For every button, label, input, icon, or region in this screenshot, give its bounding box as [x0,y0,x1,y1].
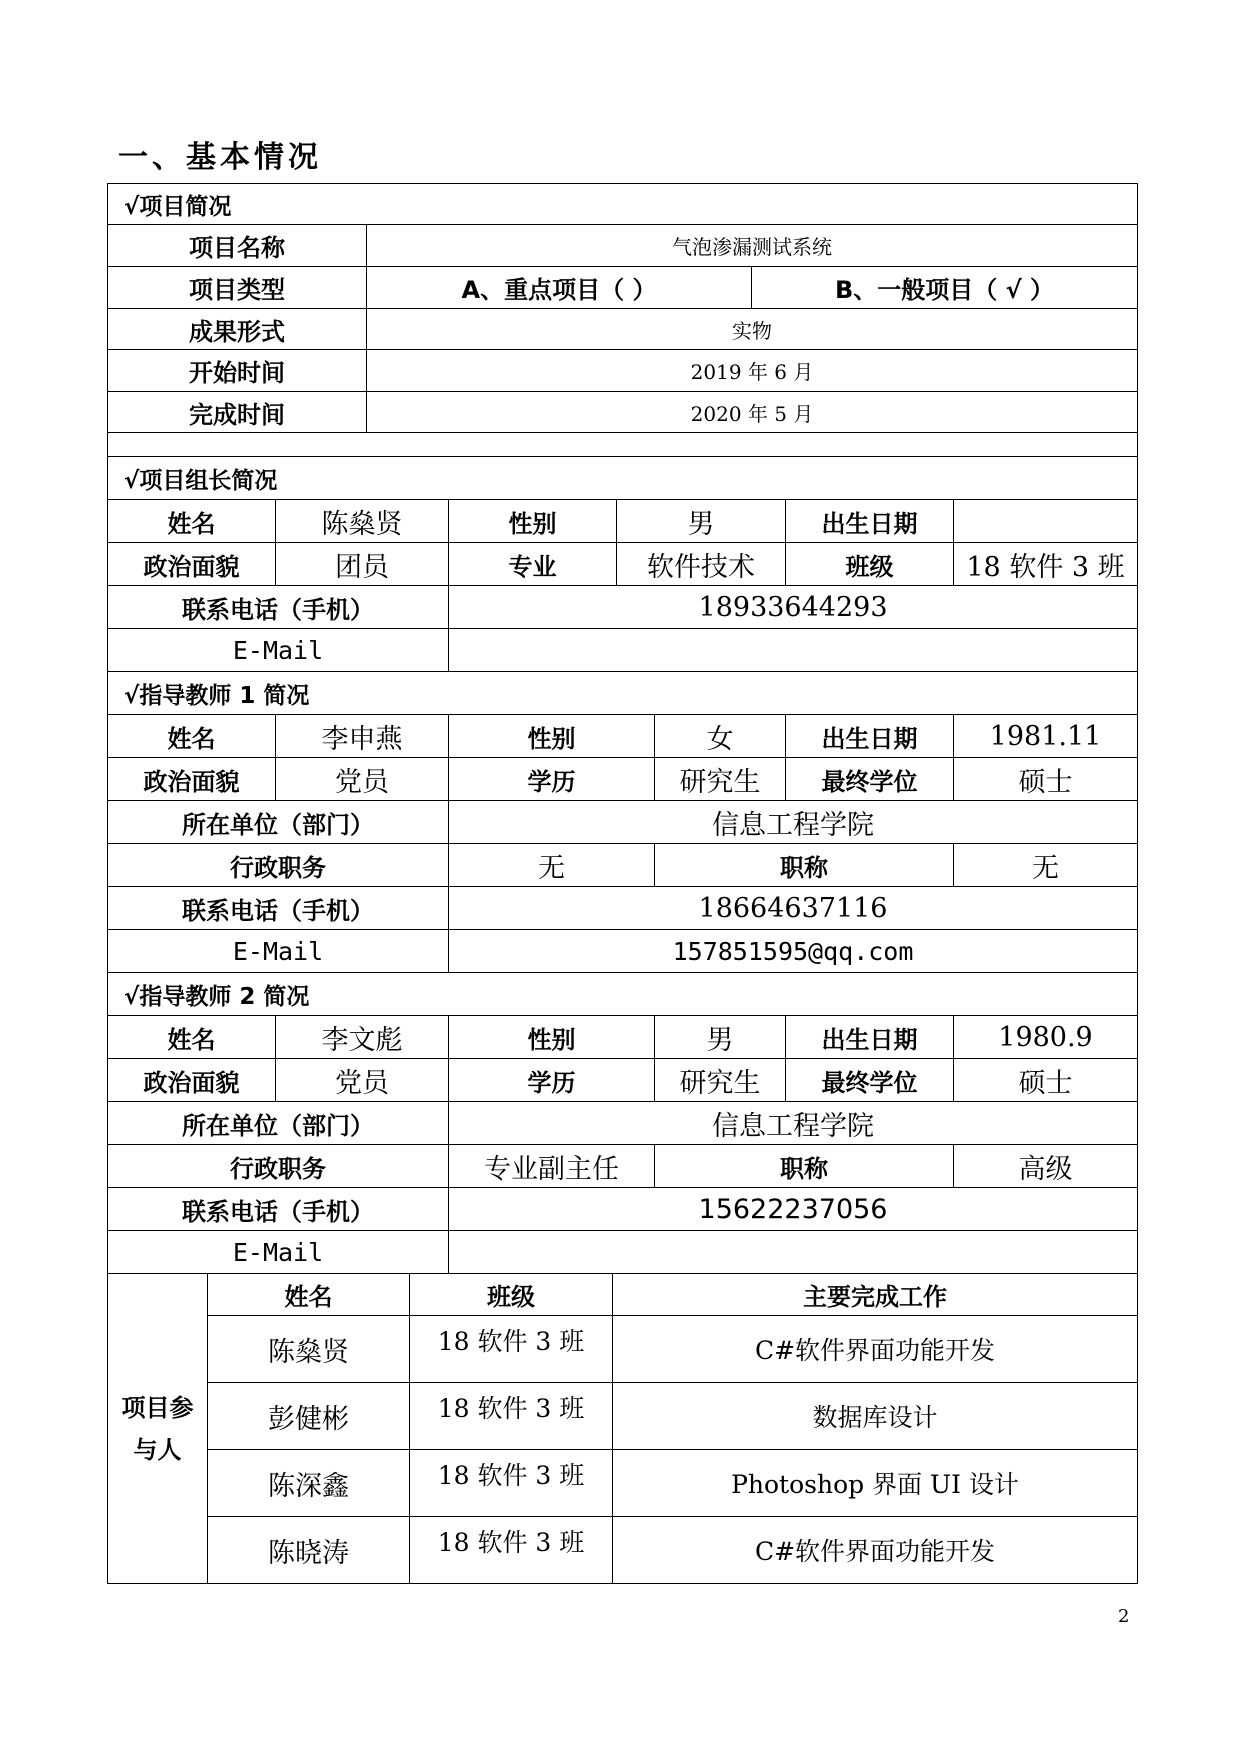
teacher1-phone-label: 联系电话（手机） [108,887,449,930]
teacher2-degree-label: 最终学位 [786,1059,954,1102]
end-time-label: 完成时间 [108,392,367,433]
leader-phone-label: 联系电话（手机） [108,586,449,629]
teacher1-admin-label: 行政职务 [108,844,449,887]
teacher1-admin: 无 [449,844,655,887]
leader-class-label: 班级 [786,543,954,586]
participant-class: 18 软件 3 班 [410,1383,613,1450]
leader-email [449,629,1138,672]
teacher1-title-label: 职称 [655,844,954,887]
teacher1-gender: 女 [655,715,786,758]
project-name-value: 气泡渗漏测试系统 [367,225,1138,267]
leader-phone: 18933644293 [449,586,1138,629]
teacher1-email-label: E-Mail [108,930,449,973]
leader-major: 软件技术 [617,543,786,586]
leader-birth [954,500,1138,543]
teacher1-title: 无 [954,844,1138,887]
teacher1-political-label: 政治面貌 [108,758,276,801]
participant-work: C#软件界面功能开发 [613,1517,1138,1584]
page-number: 2 [1118,1606,1130,1627]
teacher1-birth-label: 出生日期 [786,715,954,758]
leader-class: 18 软件 3 班 [954,543,1138,586]
teacher1-table [107,671,1138,973]
teacher1-unit-label: 所在单位（部门） [108,801,449,844]
participants-header-work: 主要完成工作 [613,1274,1138,1316]
teacher1-phone: 18664637116 [449,887,1138,930]
leader-table [107,456,1138,672]
teacher2-birth: 1980.9 [954,1016,1138,1059]
participants-header-class: 班级 [410,1274,613,1316]
teacher1-unit: 信息工程学院 [449,801,1138,844]
result-form-value: 实物 [367,309,1138,350]
teacher1-edu: 研究生 [655,758,786,801]
section-heading: 一、基本情况 [118,140,322,175]
leader-birth-label: 出生日期 [786,500,954,543]
start-time-label: 开始时间 [108,350,367,392]
participant-work: 数据库设计 [613,1383,1138,1450]
teacher2-title: 高级 [954,1145,1138,1188]
spacer-row [108,433,1138,457]
project-type-label: 项目类型 [108,267,367,309]
teacher2-name-label: 姓名 [108,1016,276,1059]
teacher1-edu-label: 学历 [449,758,655,801]
teacher2-table [107,972,1138,1274]
teacher2-political: 党员 [276,1059,449,1102]
table-row [108,1316,1138,1383]
teacher1-name: 李申燕 [276,715,449,758]
teacher2-section-title: √指导教师 2 简况 [108,973,1138,1016]
participants-header-name: 姓名 [208,1274,410,1316]
leader-name: 陈燊贤 [276,500,449,543]
teacher2-phone: 15622237056 [449,1188,1138,1231]
teacher2-gender: 男 [655,1016,786,1059]
teacher2-email [449,1231,1138,1274]
teacher1-political: 党员 [276,758,449,801]
leader-political: 团员 [276,543,449,586]
table-row [108,1517,1138,1584]
leader-political-label: 政治面貌 [108,543,276,586]
teacher2-edu: 研究生 [655,1059,786,1102]
participants-table [107,1273,1138,1584]
table-row [108,1383,1138,1450]
leader-major-label: 专业 [449,543,617,586]
teacher2-name: 李文彪 [276,1016,449,1059]
participant-name: 彭健彬 [208,1383,410,1450]
teacher2-political-label: 政治面貌 [108,1059,276,1102]
leader-gender-label: 性别 [449,500,617,543]
teacher1-section-title: √指导教师 1 简况 [108,672,1138,715]
participant-name: 陈晓涛 [208,1517,410,1584]
teacher1-birth: 1981.11 [954,715,1138,758]
leader-section-title: √项目组长简况 [108,457,1138,500]
teacher1-name-label: 姓名 [108,715,276,758]
teacher2-unit: 信息工程学院 [449,1102,1138,1145]
teacher1-degree-label: 最终学位 [786,758,954,801]
table-row [108,1450,1138,1517]
teacher2-admin: 专业副主任 [449,1145,655,1188]
teacher2-email-label: E-Mail [108,1231,449,1274]
participant-class: 18 软件 3 班 [410,1450,613,1517]
project-overview-table [107,183,1138,457]
teacher2-title-label: 职称 [655,1145,954,1188]
end-time-value: 2020 年 5 月 [367,392,1138,433]
teacher2-degree: 硕士 [954,1059,1138,1102]
teacher2-admin-label: 行政职务 [108,1145,449,1188]
project-section-title: √项目简况 [108,184,1138,225]
start-time-value: 2019 年 6 月 [367,350,1138,392]
leader-email-label: E-Mail [108,629,449,672]
leader-name-label: 姓名 [108,500,276,543]
project-type-a: A、重点项目（ ） [367,267,752,309]
teacher2-unit-label: 所在单位（部门） [108,1102,449,1145]
result-form-label: 成果形式 [108,309,367,350]
teacher2-phone-label: 联系电话（手机） [108,1188,449,1231]
teacher1-degree: 硕士 [954,758,1138,801]
teacher2-gender-label: 性别 [449,1016,655,1059]
participant-name: 陈燊贤 [208,1316,410,1383]
teacher1-email: 157851595@qq.com [449,930,1138,973]
teacher2-birth-label: 出生日期 [786,1016,954,1059]
project-type-b: B、一般项目（ √ ） [752,267,1138,309]
project-name-label: 项目名称 [108,225,367,267]
teacher2-edu-label: 学历 [449,1059,655,1102]
participant-class: 18 软件 3 班 [410,1517,613,1584]
teacher1-gender-label: 性别 [449,715,655,758]
participant-work: Photoshop 界面 UI 设计 [613,1450,1138,1517]
participant-work: C#软件界面功能开发 [613,1316,1138,1383]
leader-gender: 男 [617,500,786,543]
participants-side-label: 项目参与人 [108,1274,208,1584]
participant-name: 陈深鑫 [208,1450,410,1517]
participant-class: 18 软件 3 班 [410,1316,613,1383]
